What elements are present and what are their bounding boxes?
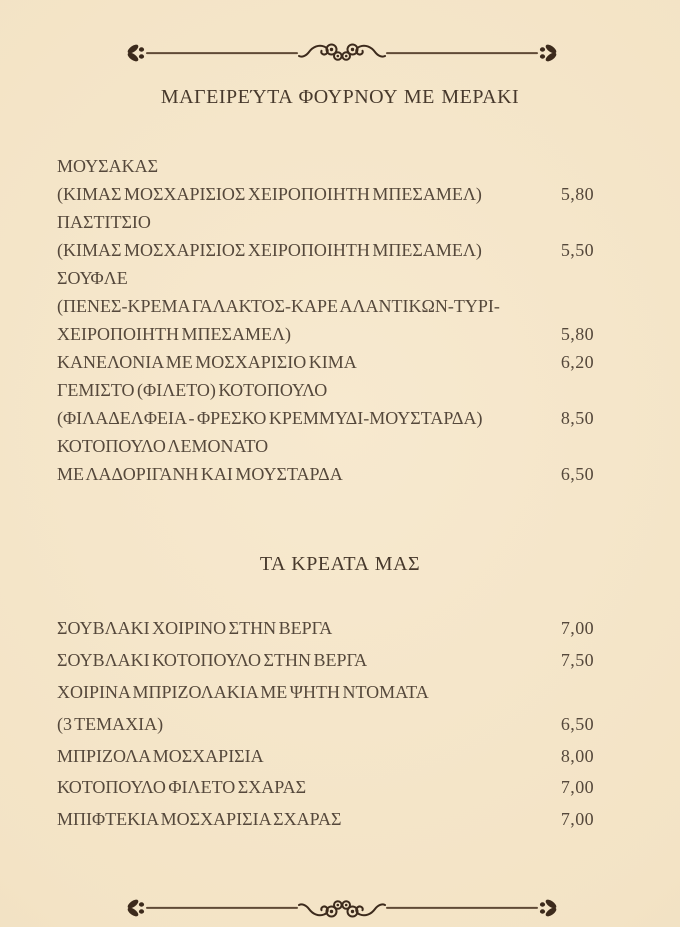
ornamental-divider-bottom bbox=[126, 895, 558, 921]
menu-row bbox=[0, 645, 680, 677]
item-text: ΣΟΥΒΛΑΚΙ ΚΟΤΟΠΟΥΛΟ ΣΤΗΝ ΒΕΡΓΑ bbox=[57, 650, 368, 671]
item-text: ΣΟΥΒΛΑΚΙ ΧΟΙΡΙΝΟ ΣΤΗΝ ΒΕΡΓΑ bbox=[57, 618, 333, 639]
item-price: 6,50 bbox=[560, 463, 594, 484]
menu-row bbox=[0, 376, 680, 404]
item-price: 5,80 bbox=[560, 183, 594, 204]
menu-row bbox=[0, 152, 680, 180]
item-text: ΜΕ ΛΑΔΟΡΙΓΑΝΗ ΚΑΙ ΜΟΥΣΤΑΡΔΑ bbox=[57, 463, 343, 484]
menu-row bbox=[0, 208, 680, 236]
item-text: (ΚΙΜΑΣ ΜΟΣΧΑΡΙΣΙΟΣ ΧΕΙΡΟΠΟΙΗΤΗ ΜΠΕΣΑΜΕΛ) bbox=[57, 239, 482, 260]
menu-row bbox=[0, 348, 680, 376]
item-text: ΚΟΤΟΠΟΥΛΟ ΦΙΛΕΤΟ ΣΧΑΡΑΣ bbox=[57, 777, 307, 798]
section-title: ΜΑΓΕΙΡΕΎΤΑ ΦΟΥΡΝΟΥ ΜΕ ΜΕΡΑΚΙ bbox=[160, 86, 520, 108]
item-price: 6,50 bbox=[560, 713, 594, 734]
item-price: 7,00 bbox=[560, 618, 594, 639]
menu-row bbox=[0, 804, 680, 836]
item-text: ΜΠΡΙΖΟΛΑ ΜΟΣΧΑΡΙΣΙΑ bbox=[57, 745, 264, 766]
item-text: ΜΟΥΣΑΚΑΣ bbox=[57, 155, 159, 176]
menu-row bbox=[0, 264, 680, 292]
item-price: 7,00 bbox=[560, 777, 594, 798]
section-title: ΤΑ ΚΡΕΑΤΑ ΜΑΣ bbox=[259, 553, 421, 575]
menu-row bbox=[0, 613, 680, 645]
menu-row bbox=[0, 677, 680, 709]
item-price: 7,50 bbox=[560, 650, 594, 671]
item-price: 8,00 bbox=[560, 745, 594, 766]
item-text: ΓΕΜΙΣΤΟ (ΦΙΛΕΤΟ) ΚΟΤΟΠΟΥΛΟ bbox=[57, 379, 328, 400]
item-price: 7,00 bbox=[560, 809, 594, 830]
item-price: 6,20 bbox=[560, 351, 594, 372]
menu-row bbox=[0, 320, 680, 348]
menu-row bbox=[0, 432, 680, 460]
item-text: ΠΑΣΤΙΤΣΙΟ bbox=[57, 211, 151, 232]
item-text: ΧΟΙΡΙΝΑ ΜΠΡΙΖΟΛΑΚΙΑ ΜΕ ΨΗΤΗ ΝΤΟΜΑΤΑ bbox=[57, 681, 429, 702]
item-price: 8,50 bbox=[560, 407, 594, 428]
item-text: ΚΑΝΕΛΟΝΙΑ ΜΕ ΜΟΣΧΑΡΙΣΙΟ ΚΙΜΑ bbox=[57, 351, 357, 372]
menu-row bbox=[0, 708, 680, 740]
item-text: (ΠΕΝΕΣ-ΚΡΕΜΑ ΓΑΛΑΚΤΟΣ-ΚΑΡΕ ΑΛΑΝΤΙΚΩΝ-ΤΥΡΙ- bbox=[57, 295, 500, 316]
item-text: ΣΟΥΦΛΕ bbox=[57, 267, 128, 288]
item-text: ΧΕΙΡΟΠΟΙΗΤΗ ΜΠΕΣΑΜΕΛ) bbox=[57, 323, 292, 344]
menu-row bbox=[0, 236, 680, 264]
menu-row bbox=[0, 772, 680, 804]
item-price: 5,80 bbox=[560, 323, 594, 344]
item-text: (ΦΙΛΑΔΕΛΦΕΙΑ - ΦΡΕΣΚΟ ΚΡΕΜΜΥΔΙ-ΜΟΥΣΤΑΡΔΑ) bbox=[57, 407, 483, 428]
item-text: (ΚΙΜΑΣ ΜΟΣΧΑΡΙΣΙΟΣ ΧΕΙΡΟΠΟΙΗΤΗ ΜΠΕΣΑΜΕΛ) bbox=[57, 183, 482, 204]
menu-row bbox=[0, 460, 680, 488]
menu-row bbox=[0, 180, 680, 208]
item-text: ΜΠΙΦΤΕΚΙΑ ΜΟΣΧΑΡΙΣΙΑ ΣΧΑΡΑΣ bbox=[57, 809, 342, 830]
menu-row bbox=[0, 740, 680, 772]
item-price: 5,50 bbox=[560, 239, 594, 260]
item-text: (3 ΤΕΜΑΧΙΑ) bbox=[57, 713, 164, 734]
menu-row bbox=[0, 404, 680, 432]
menu-row bbox=[0, 292, 680, 320]
item-text: ΚΟΤΟΠΟΥΛΟ ΛΕΜΟΝΑΤΟ bbox=[57, 435, 269, 456]
menu-section-1 bbox=[0, 488, 680, 836]
